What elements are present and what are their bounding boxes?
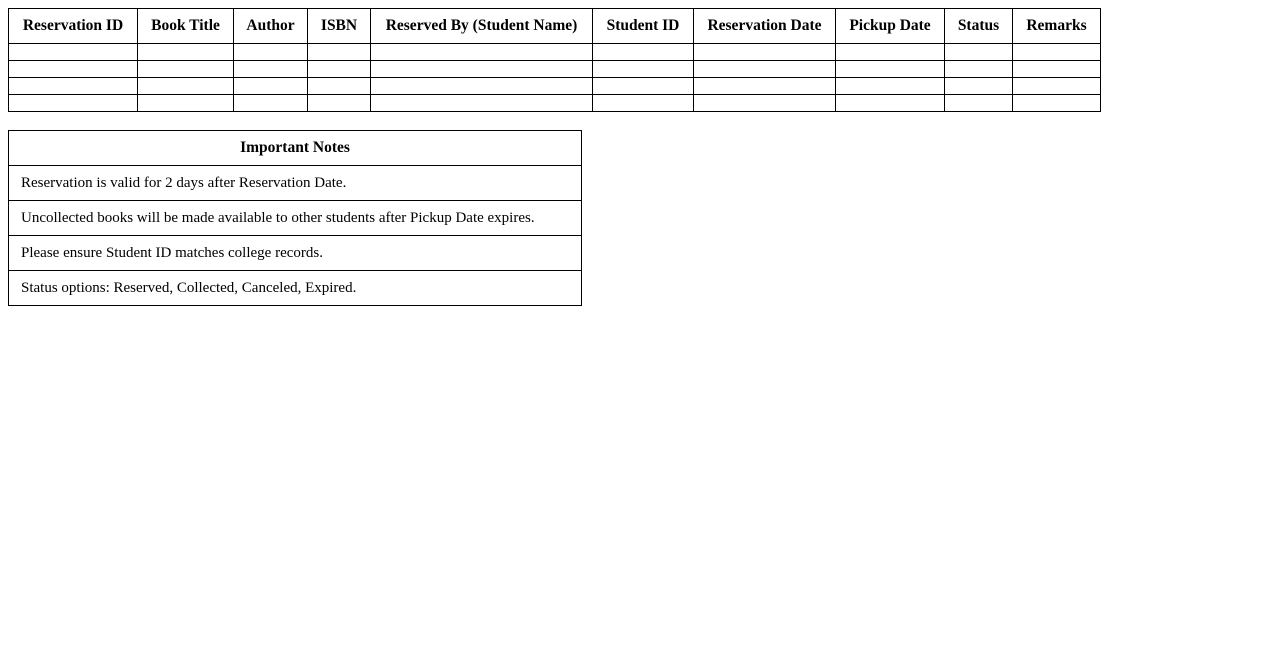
table-cell (9, 44, 138, 61)
header-book-title: Book Title (138, 9, 234, 44)
note-row (9, 166, 582, 201)
note-row (9, 271, 582, 306)
table-row (9, 61, 1101, 78)
table-cell (694, 95, 836, 112)
table-cell (371, 61, 593, 78)
note-item: Reservation is valid for 2 days after Reservation Date. (9, 166, 582, 201)
note-item: Please ensure Student ID matches college records. (9, 236, 582, 271)
important-notes-table (8, 130, 582, 306)
header-remarks: Remarks (1013, 9, 1101, 44)
header-pickup-date: Pickup Date (836, 9, 945, 44)
table-cell (9, 78, 138, 95)
table-row (9, 78, 1101, 95)
table-cell (593, 95, 694, 112)
table-cell (138, 78, 234, 95)
table-cell (371, 78, 593, 95)
table-cell (1013, 95, 1101, 112)
table-cell (371, 95, 593, 112)
note-row (9, 201, 582, 236)
header-isbn: ISBN (308, 9, 371, 44)
table-cell (694, 61, 836, 78)
table-cell (593, 44, 694, 61)
table-cell (9, 61, 138, 78)
table-cell (945, 61, 1013, 78)
table-cell (945, 44, 1013, 61)
table-cell (234, 95, 308, 112)
table-cell (138, 44, 234, 61)
table-cell (1013, 61, 1101, 78)
header-student-id: Student ID (593, 9, 694, 44)
table-cell (308, 61, 371, 78)
table-cell (308, 44, 371, 61)
table-cell (694, 44, 836, 61)
notes-title: Important Notes (9, 131, 582, 166)
header-status: Status (945, 9, 1013, 44)
table-cell (593, 78, 694, 95)
reservations-table (8, 8, 1101, 112)
header-author: Author (234, 9, 308, 44)
table-cell (234, 78, 308, 95)
table-cell (234, 44, 308, 61)
table-cell (371, 44, 593, 61)
table-cell (9, 95, 138, 112)
table-cell (138, 95, 234, 112)
table-cell (836, 44, 945, 61)
note-item: Status options: Reserved, Collected, Canceled, Expired. (9, 271, 582, 306)
header-row (9, 9, 1101, 44)
table-cell (945, 78, 1013, 95)
table-cell (945, 95, 1013, 112)
table-cell (593, 61, 694, 78)
header-reservation-id: Reservation ID (9, 9, 138, 44)
table-cell (308, 78, 371, 95)
note-row (9, 236, 582, 271)
header-reserved-by: Reserved By (Student Name) (371, 9, 593, 44)
table-cell (694, 78, 836, 95)
table-cell (1013, 44, 1101, 61)
table-cell (308, 95, 371, 112)
table-cell (234, 61, 308, 78)
table-cell (836, 61, 945, 78)
table-cell (836, 78, 945, 95)
header-reservation-date: Reservation Date (694, 9, 836, 44)
note-item: Uncollected books will be made available to other students after Pickup Date expires. (9, 201, 582, 236)
table-cell (1013, 78, 1101, 95)
table-cell (836, 95, 945, 112)
table-row (9, 95, 1101, 112)
table-cell (138, 61, 234, 78)
table-row (9, 44, 1101, 61)
notes-header-row (9, 131, 582, 166)
